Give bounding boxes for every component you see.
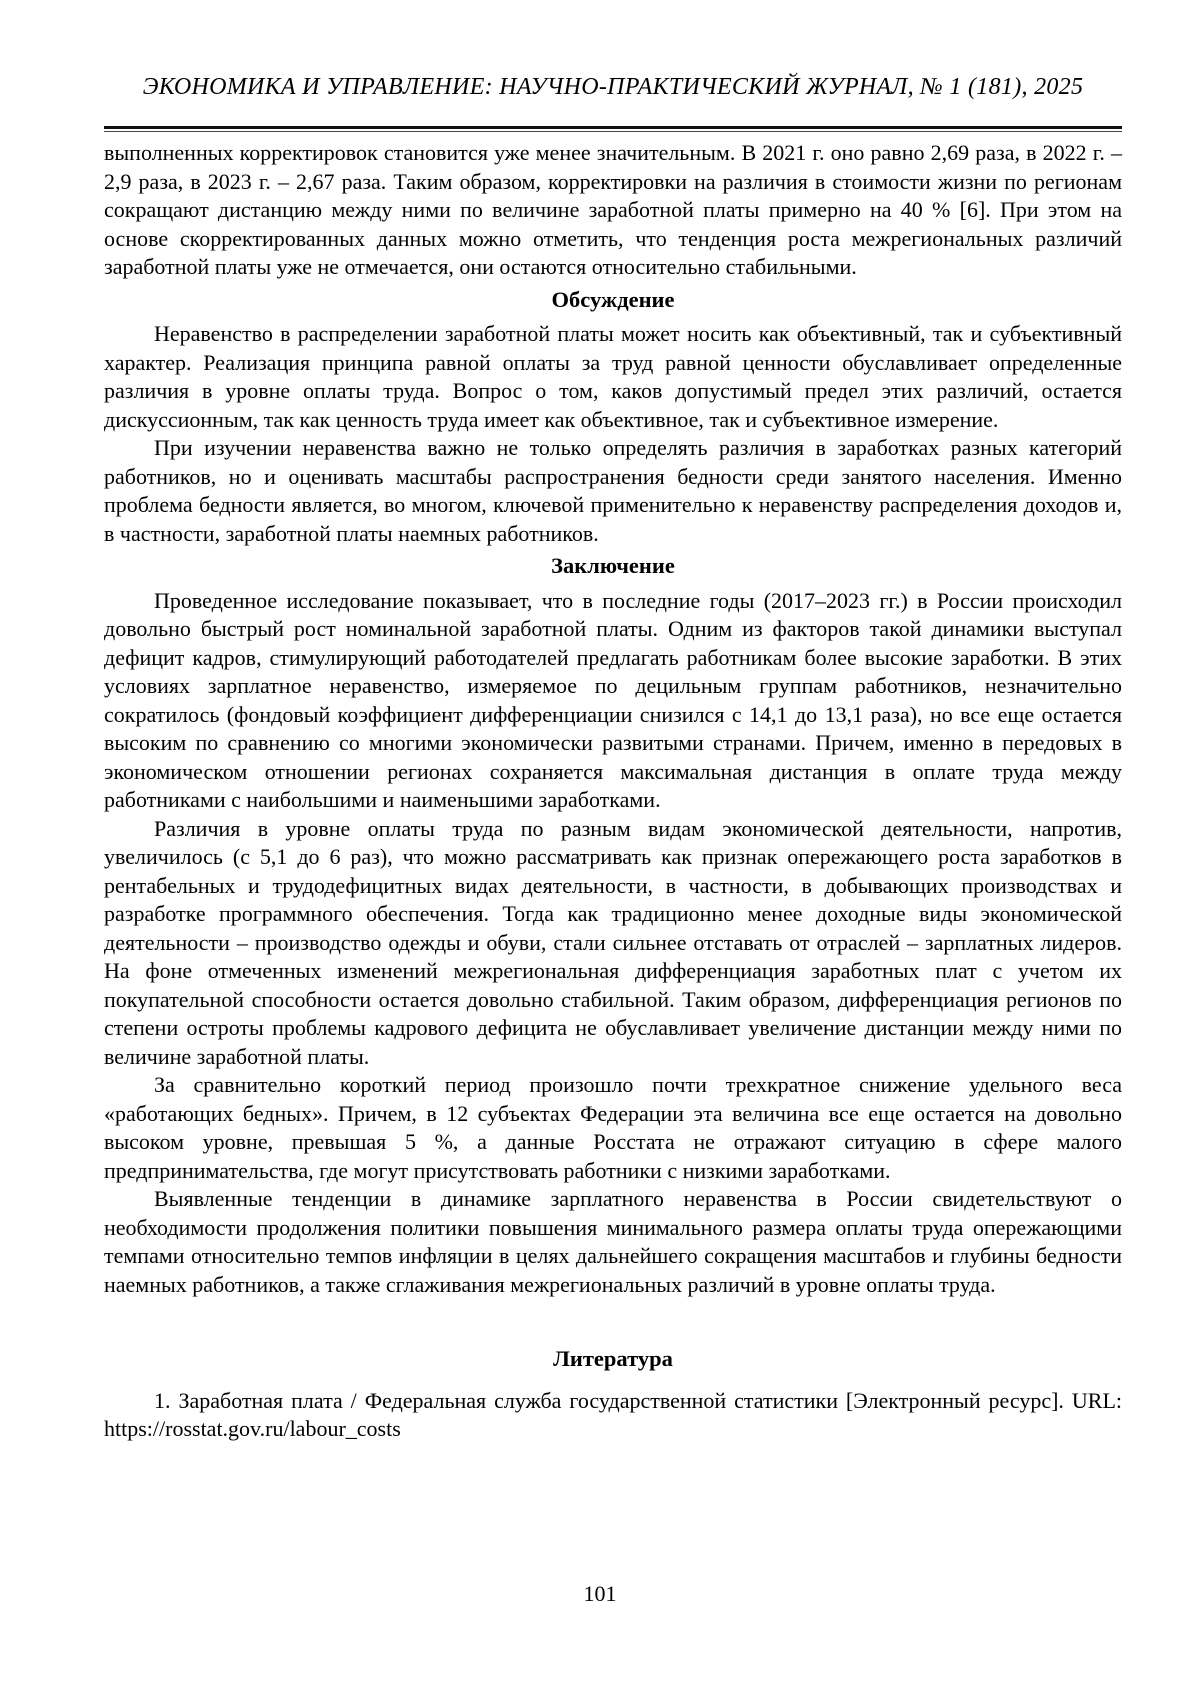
header-rule-thick xyxy=(104,126,1122,129)
header-rule-thin xyxy=(104,131,1122,132)
section-heading: Заключение xyxy=(551,553,675,578)
document-body xyxy=(104,139,1122,1444)
paragraph: За сравнительно короткий период произошло почти трехкратное снижение удельного веса «работающих бедных». Причем, в 12 субъектах Федерации эта величина все еще остается на довольно высоком уровне, превышая 5 %, а данные Росстата не отражают ситуацию в сфере малого предпринимательства, где могут присутствовать работники с низкими заработками. xyxy=(104,1072,1122,1183)
running-header xyxy=(104,72,1122,102)
page-number: 101 xyxy=(583,1581,617,1606)
section-heading: Обсуждение xyxy=(551,286,675,312)
paragraph: 1. Заработная плата / Федеральная служба государственной статистики [Электронный ресурс]. URL: https://rosstat.gov.ru/labour_costs xyxy=(104,1387,1122,1441)
section-heading: Литература xyxy=(553,1346,673,1371)
paragraph: Выявленные тенденции в динамике зарплатного неравенства в России свидетельствуют о необходимости продолжения политики повышения минимального размера оплаты труда опережающими темпами относительно темпов инфляции в целях дальнейшего сокращения масштабов и глубины бедности наемных работников, а также сглаживания межрегиональных различий в уровне оплаты труда. xyxy=(104,1186,1122,1297)
journal-header-title: ЭКОНОМИКА И УПРАВЛЕНИЕ: НАУЧНО-ПРАКТИЧЕСКИЙ ЖУРНАЛ, № 1 (181), 2025 xyxy=(142,74,1084,100)
paragraph: выполненных корректировок становится уже менее значительным. В 2021 г. оно равно 2,69 раза, в 2022 г. – 2,9 раза, в 2023 г. – 2,67 раза. Таким образом, корректировки на различия в стоимости жизни по регионам сокращают дистанцию между ними по величине заработной платы примерно на 40 % [6]. При этом на основе скорректированных данных можно отметить, что тенденция роста межрегиональных различий заработной платы уже не отмечается, они остаются относительно стабильными. xyxy=(104,140,1122,279)
paragraph: Проведенное исследование показывает, что в последние годы (2017–2023 гг.) в России происходил довольно быстрый рост номинальной заработной платы. Одним из факторов такой динамики выступал дефицит кадров, стимулирующий работодателей предлагать работникам более высокие заработки. В этих условиях зарплатное неравенство, измеряемое по децильным группам работников, незначительно сократилось (фондовый коэффициент дифференциации снизился с 14,1 до 13,1 раза), но все еще остается высоким по сравнению со многими экономически развитыми странами. Причем, именно в передовых в экономическом отношении регионах сохраняется максимальная дистанция в оплате труда между работниками с наибольшими и наименьшими заработками. xyxy=(104,587,1122,812)
paragraph: Различия в уровне оплаты труда по разным видам экономической деятельности, напротив, увеличилось (с 5,1 до 6 раз), что можно рассматривать как признак опережающего роста заработков в рентабельных и трудодефицитных видах деятельности, в частности, в добывающих производствах и разработке программного обеспечения. Тогда как традиционно менее доходные виды экономической деятельности – производство одежды и обуви, стали сильнее отставать от отраслей – зарплатных лидеров. На фоне отмеченных изменений межрегиональная дифференциация заработных плат с учетом их покупательной способности остается довольно стабильной. Таким образом, дифференциация регионов по степени остроты проблемы кадрового дефицита не обуславливает увеличение дистанции между ними по величине заработной платы. xyxy=(104,815,1122,1069)
paragraph: Неравенство в распределении заработной платы может носить как объективный, так и субъективный характер. Реализация принципа равной оплаты за труд равной ценности обуславливает определенные различия в уровне оплаты труда. Вопрос о том, каков допустимый предел этих различий, остается дискуссионным, так как ценность труда имеет как объективное, так и субъективное измерение. xyxy=(104,321,1122,432)
paragraph: При изучении неравенства важно не только определять различия в заработках разных категорий работников, но и оценивать масштабы распространения бедности среди занятого населения. Именно проблема бедности является, во многом, ключевой применительно к неравенству распределения доходов и, в частности, заработной платы наемных работников. xyxy=(104,435,1122,546)
